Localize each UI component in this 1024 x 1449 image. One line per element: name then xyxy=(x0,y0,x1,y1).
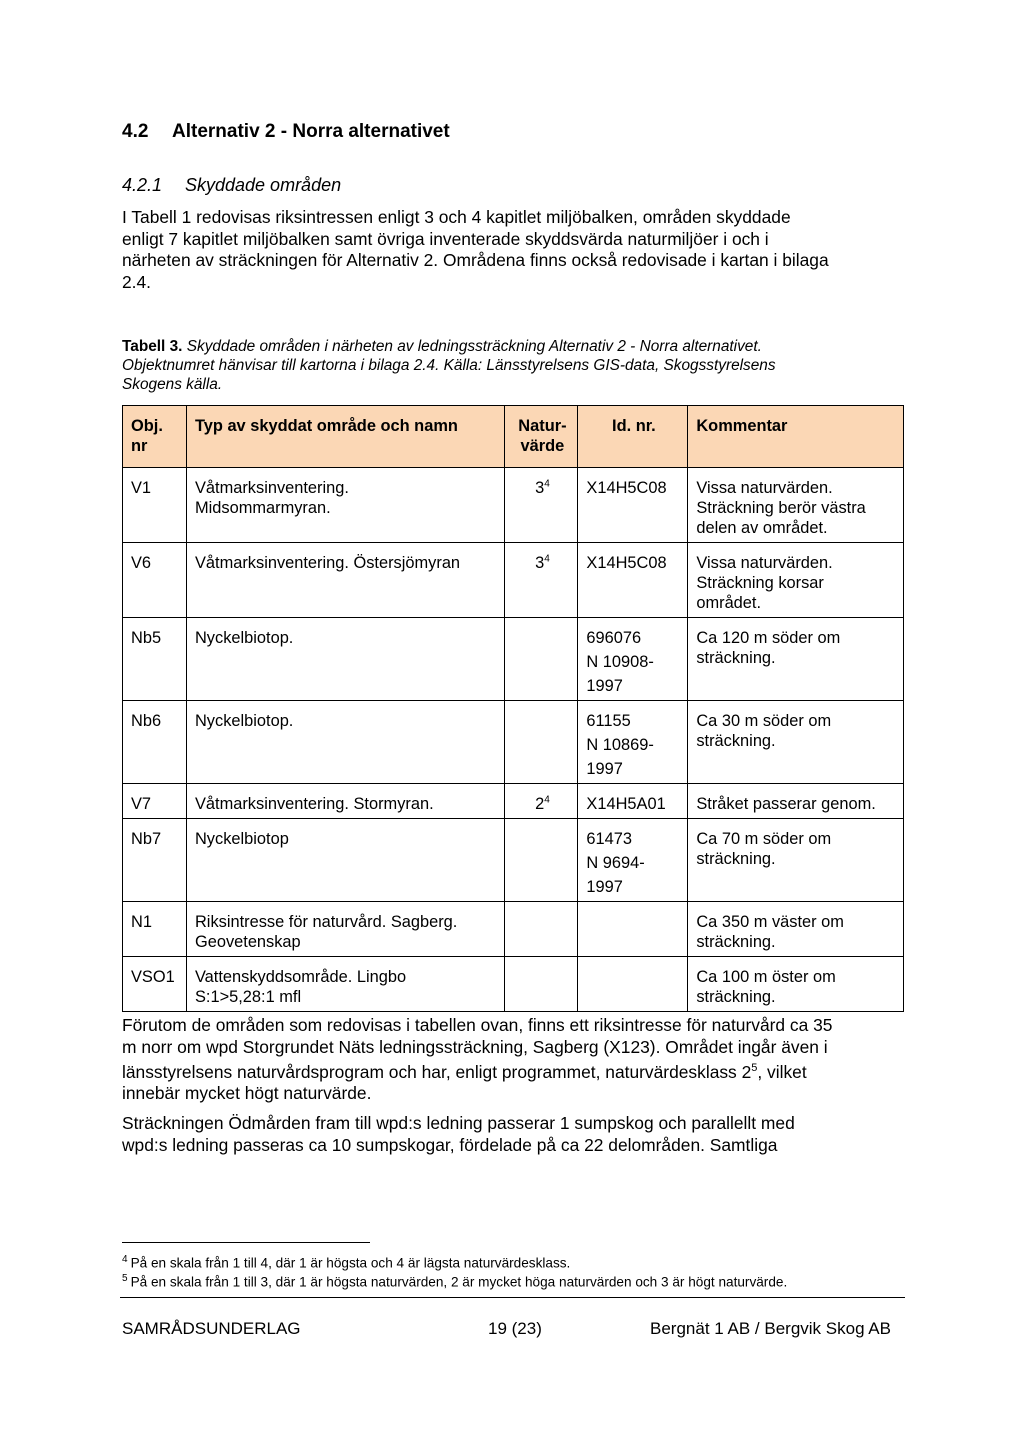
header-obj: Obj. nr xyxy=(123,406,187,468)
paragraph-riksintresse: Förutom de områden som redovisas i tabellen ovan, finns ett riksintresse för naturvård ca 35 m norr om wpd Storgrundet Näts ledningssträckning, Sagberg (X123). Området ingår även i länsstyrelsens naturvårdsprogram och har, enligt programmet, naturvärdesklass $2^5$, vilket innebär mycket högt naturvärde. xyxy=(122,1015,833,1104)
cell-id: 696076 N 10908- 1997 xyxy=(578,618,688,701)
header-kommentar: Kommentar xyxy=(688,406,904,468)
cell-typ: Våtmarksinventering. Midsommarmyran. xyxy=(186,468,504,543)
table-row xyxy=(123,957,904,1012)
caption-label: Tabell 3. xyxy=(122,338,183,355)
table-row xyxy=(123,701,904,784)
table-row xyxy=(123,819,904,902)
cell-naturvarde: $3^4$ xyxy=(505,468,578,543)
cell-id: 61473 N 9694- 1997 xyxy=(578,819,688,902)
table-row xyxy=(123,784,904,819)
cell-obj: Nb7 xyxy=(123,819,187,902)
protected-areas-table xyxy=(122,405,904,1012)
cell-id xyxy=(578,957,688,1012)
cell-id: 61155 N 10869- 1997 xyxy=(578,701,688,784)
cell-typ: Nyckelbiotop xyxy=(186,819,504,902)
caption-text: Skyddade områden i närheten av ledningssträckning Alternativ 2 - Norra alternativet. xyxy=(182,338,762,355)
cell-obj: VSO1 xyxy=(123,957,187,1012)
subsection-heading xyxy=(122,175,341,196)
cell-naturvarde xyxy=(505,902,578,957)
cell-obj: V6 xyxy=(123,543,187,618)
cell-naturvarde: $2^4$ xyxy=(505,784,578,819)
table-body xyxy=(123,468,904,1012)
cell-naturvarde xyxy=(505,618,578,701)
cell-id: X14H5C08 xyxy=(578,468,688,543)
cell-kommentar: Ca 30 m söder om sträckning. xyxy=(688,701,904,784)
footer-rule xyxy=(120,1297,905,1298)
cell-kommentar: Ca 100 m öster om sträckning. xyxy=(688,957,904,1012)
section-number: 4.2 xyxy=(122,121,149,142)
caption-text: Objektnumret hänvisar till kartorna i bilaga 2.4. Källa: Länsstyrelsens GIS-data, Skogsstyrelsens xyxy=(122,357,776,374)
footnote-separator xyxy=(122,1242,370,1243)
caption-text: Skogens källa. xyxy=(122,376,223,393)
cell-kommentar: Vissa naturvärden. Sträckning korsar området. xyxy=(688,543,904,618)
table-header-row xyxy=(123,406,904,468)
cell-obj: Nb5 xyxy=(123,618,187,701)
cell-naturvarde xyxy=(505,819,578,902)
cell-id: X14H5C08 xyxy=(578,543,688,618)
table-row xyxy=(123,618,904,701)
cell-naturvarde xyxy=(505,701,578,784)
footer-right: Bergnät 1 AB / Bergvik Skog AB xyxy=(650,1319,891,1338)
intro-line: enligt 7 kapitlet miljöbalken samt övriga inventerade skyddsvärda naturmiljöer i och i xyxy=(122,228,769,249)
cell-typ: Riksintresse för naturvård. Sagberg. Geovetenskap xyxy=(186,902,504,957)
cell-typ: Våtmarksinventering. Stormyran. xyxy=(186,784,504,819)
table-caption xyxy=(122,337,902,394)
page-number: 19 (23) xyxy=(488,1319,542,1338)
cell-kommentar: Stråket passerar genom. xyxy=(688,784,904,819)
cell-kommentar: Ca 120 m söder om sträckning. xyxy=(688,618,904,701)
section-heading xyxy=(122,121,450,143)
intro-line: närheten av sträckningen för Alternativ 2. Områdena finns också redovisade i kartan i bilaga xyxy=(122,250,829,270)
footnote-ref: 5 xyxy=(751,1062,758,1074)
cell-obj: N1 xyxy=(123,902,187,957)
cell-typ: Vattenskyddsområde. Lingbo S:1>5,28:1 mfl xyxy=(186,957,504,1012)
cell-typ: Våtmarksinventering. Östersjömyran xyxy=(186,543,504,618)
intro-line: I Tabell 1 redovisas riksintressen enligt 3 och 4 kapitlet miljöbalken, områden skyddade xyxy=(122,207,791,227)
cell-obj: V1 xyxy=(123,468,187,543)
cell-kommentar: Ca 70 m söder om sträckning. xyxy=(688,819,904,902)
subsection-number: 4.2.1 xyxy=(122,175,163,195)
subsection-title: Skyddade områden xyxy=(185,175,342,195)
table-row xyxy=(123,468,904,543)
intro-paragraph xyxy=(122,207,902,293)
cell-obj: V7 xyxy=(123,784,187,819)
footnote: $^5$ På en skala från 1 till 3, där 1 är högsta naturvärden, 2 är mycket höga naturvärden och 3 är högt naturvärde. xyxy=(122,1273,788,1290)
cell-kommentar: Ca 350 m väster om sträckning. xyxy=(688,902,904,957)
cell-kommentar: Vissa naturvärden. Sträckning berör västra delen av området. xyxy=(688,468,904,543)
intro-line: 2.4. xyxy=(122,271,152,292)
cell-id xyxy=(578,902,688,957)
footer-left: SAMRÅDSUNDERLAG xyxy=(122,1319,301,1338)
table-row xyxy=(123,543,904,618)
section-title: Alternativ 2 - Norra alternativet xyxy=(172,121,450,142)
table-row xyxy=(123,902,904,957)
header-typ: Typ av skyddat område och namn xyxy=(186,406,504,468)
header-naturvarde: Natur- värde xyxy=(505,406,578,468)
footnote: $^4$ På en skala från 1 till 4, där 1 är högsta och 4 är lägsta naturvärdesklass. xyxy=(122,1254,571,1271)
cell-id: X14H5A01 xyxy=(578,784,688,819)
header-id: Id. nr. xyxy=(578,406,688,468)
cell-obj: Nb6 xyxy=(123,701,187,784)
cell-typ: Nyckelbiotop. xyxy=(186,618,504,701)
cell-naturvarde xyxy=(505,957,578,1012)
paragraph-sumpskog: Sträckningen Ödmården fram till wpd:s ledning passerar 1 sumpskog och parallellt med wpd:s ledning passeras ca 10 sumpskogar, fördelade på ca 22 delområden. Samtliga xyxy=(122,1113,795,1155)
cell-naturvarde: $3^4$ xyxy=(505,543,578,618)
cell-typ: Nyckelbiotop. xyxy=(186,701,504,784)
